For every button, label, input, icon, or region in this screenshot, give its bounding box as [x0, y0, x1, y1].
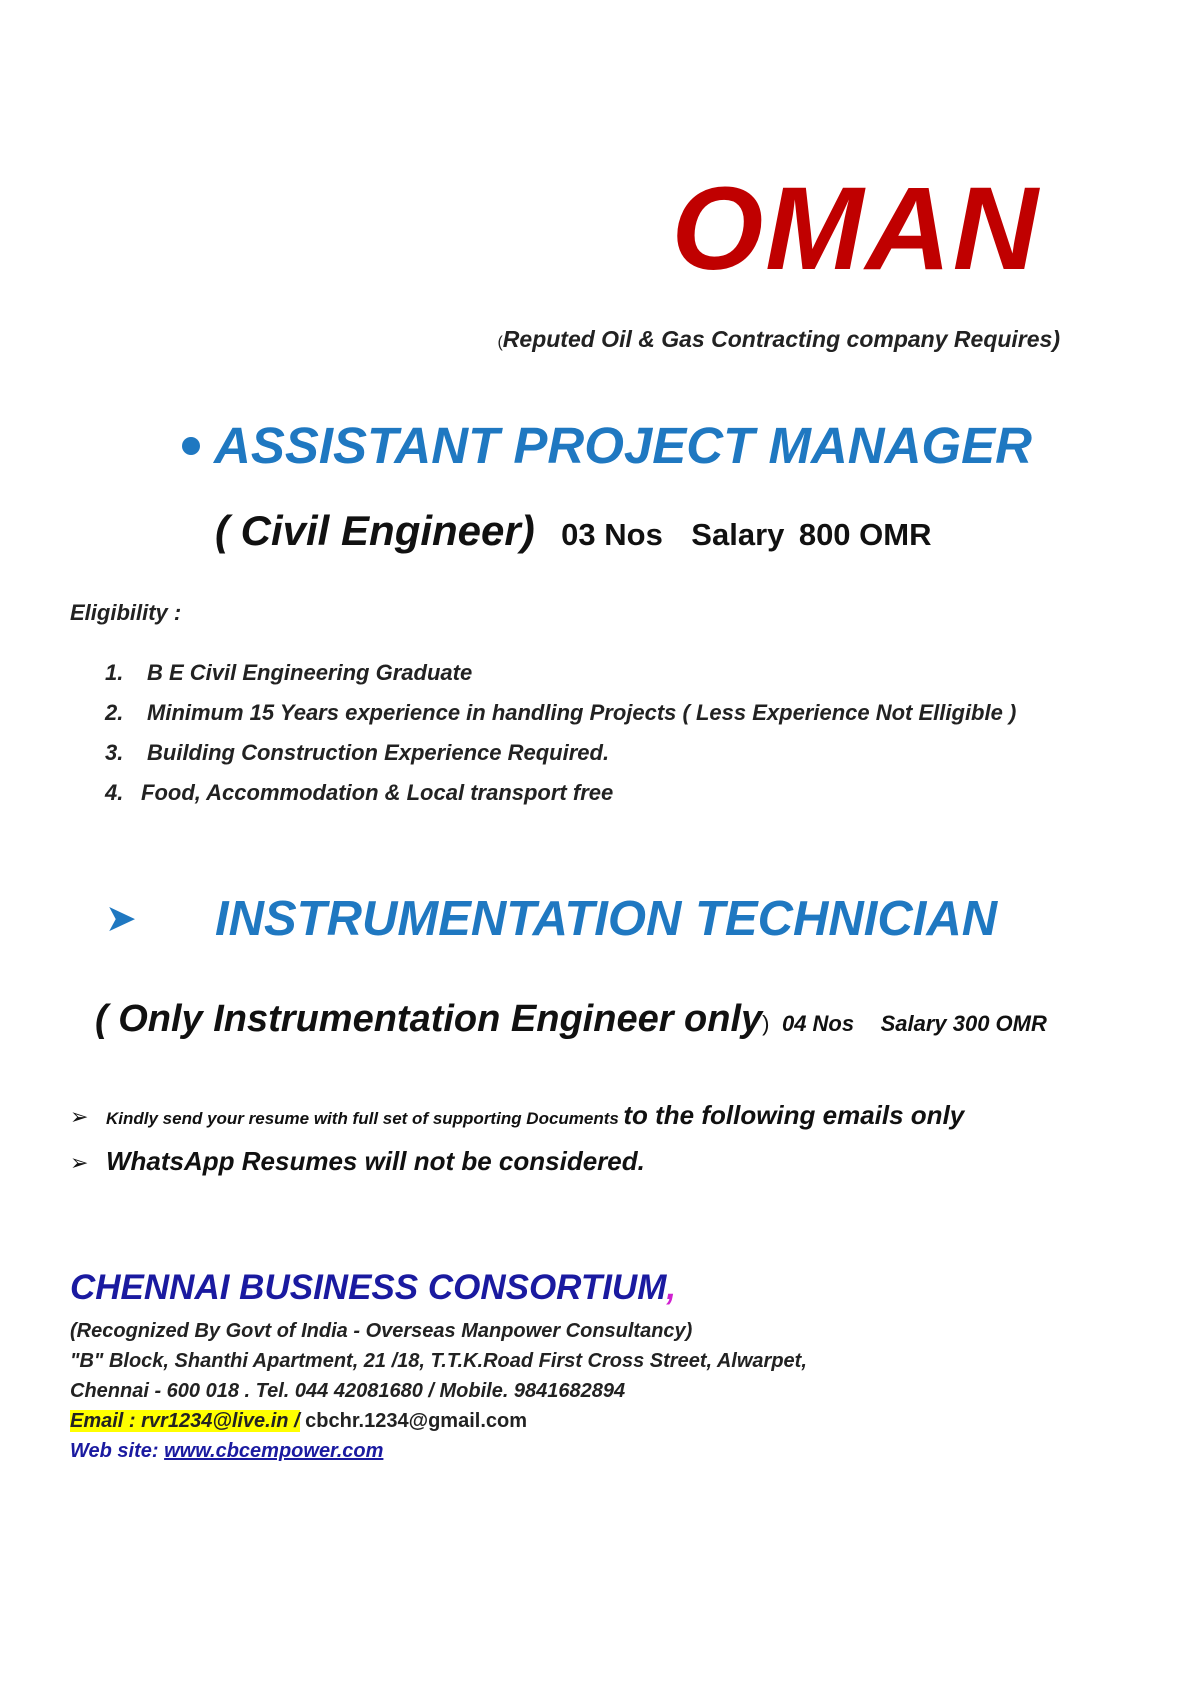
instructions: [70, 1100, 964, 1192]
job2-details: [95, 1000, 1047, 1038]
job1-qualification: ( Civil Engineer): [215, 507, 535, 554]
job2-close-paren: ): [762, 1011, 770, 1036]
company-subtitle: [497, 326, 1060, 353]
job1-salary-value: 800 OMR: [798, 517, 932, 552]
job1-heading: [182, 417, 1032, 474]
job2-count: 04 Nos: [781, 1011, 855, 1036]
subtitle-text: Reputed Oil & Gas Contracting company Requires): [502, 326, 1060, 352]
eligibility-list: [105, 660, 1016, 820]
list-item-number: 3.: [105, 740, 124, 765]
job2-salary: Salary 300 OMR: [880, 1011, 1047, 1036]
company-email: [70, 1410, 807, 1440]
list-item-text: B E Civil Engineering Graduate: [147, 660, 473, 685]
bullet-dot-icon: [182, 437, 200, 455]
company-name-text: CHENNAI BUSINESS CONSORTIUM: [70, 1268, 667, 1307]
contact-block: [70, 1320, 807, 1470]
list-item-number: 4.: [105, 780, 124, 805]
arrow-bullet-icon: ➤: [105, 898, 137, 940]
job2-qualification: ( Only Instrumentation Engineer only: [95, 998, 763, 1040]
company-address-line2: Chennai - 600 018 . Tel. 044 42081680 / Mobile. 9841682894: [70, 1380, 626, 1402]
instruction-email-big: to the following emails only: [623, 1100, 965, 1130]
list-item-number: 1.: [105, 660, 124, 685]
company-name: [70, 1268, 676, 1308]
job1-salary-label: Salary: [691, 517, 785, 552]
list-item: [105, 700, 1016, 740]
email-secondary[interactable]: cbchr.1234@gmail.com: [299, 1410, 528, 1432]
list-item: [105, 660, 1016, 700]
list-item-text: Food, Accommodation & Local transport free: [141, 780, 614, 805]
list-item: [105, 780, 1016, 820]
list-item-text: Building Construction Experience Required.: [147, 740, 610, 765]
instruction-email-small: Kindly send your resume with full set of supporting Documents: [106, 1109, 619, 1128]
job1-count: 03 Nos: [561, 517, 663, 552]
instruction-whatsapp: [70, 1146, 964, 1192]
job1-title: ASSISTANT PROJECT MANAGER: [214, 417, 1032, 474]
country-title: OMAN: [671, 163, 1040, 295]
arrow-bullet-icon: ➢: [70, 1150, 89, 1175]
company-recognition: (Recognized By Govt of India - Overseas Manpower Consultancy): [70, 1320, 693, 1342]
list-item-text: Minimum 15 Years experience in handling Projects ( Less Experience Not Elligible ): [147, 700, 1017, 725]
company-name-comma: ,: [666, 1268, 677, 1307]
list-item: [105, 740, 1016, 780]
list-item-number: 2.: [105, 700, 124, 725]
subtitle-open-paren: (: [497, 334, 503, 351]
job2-title: INSTRUMENTATION TECHNICIAN: [215, 892, 998, 946]
email-highlighted[interactable]: Email : rvr1234@live.in /: [70, 1410, 300, 1432]
job1-details: [215, 507, 932, 554]
job2-heading: [105, 892, 998, 946]
instruction-whatsapp-text: WhatsApp Resumes will not be considered.: [106, 1146, 645, 1176]
arrow-bullet-icon: ➢: [70, 1104, 89, 1129]
website-link[interactable]: www.cbcempower.com: [164, 1440, 384, 1462]
website-label: Web site:: [70, 1440, 165, 1462]
company-address-line1: "B" Block, Shanthi Apartment, 21 /18, T.T.K.Road First Cross Street, Alwarpet,: [70, 1350, 807, 1372]
company-website: [70, 1440, 807, 1470]
instruction-email: [70, 1100, 964, 1146]
eligibility-heading: Eligibility :: [70, 600, 182, 625]
